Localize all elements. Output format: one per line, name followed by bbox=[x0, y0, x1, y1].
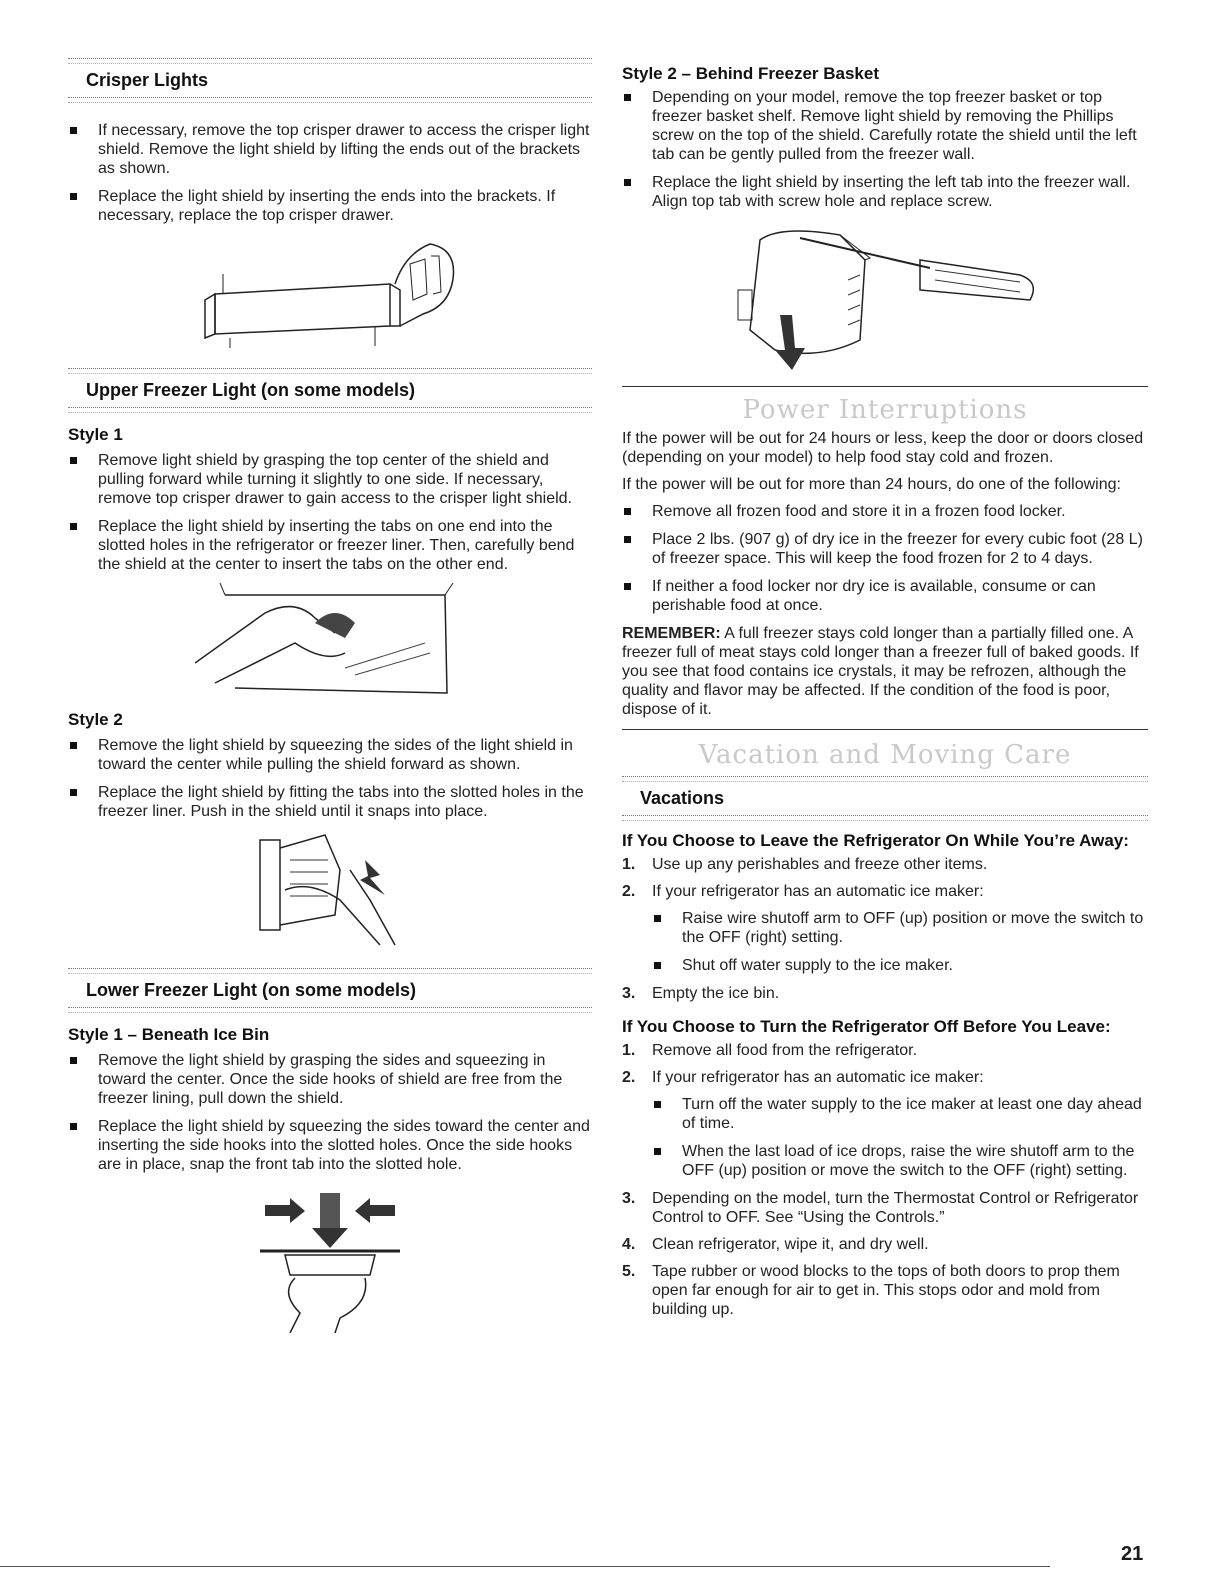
power-bullets bbox=[622, 502, 1148, 615]
list-item: Place 2 lbs. (907 g) of dry ice in the freezer for every cubic foot (28 L) of freezer space. This will keep the food frozen for 2 to 4 days. bbox=[622, 530, 1148, 568]
upper-style2-bullets bbox=[68, 736, 592, 821]
step-item bbox=[622, 882, 1148, 975]
basket-bullets bbox=[622, 88, 1148, 211]
section-rule bbox=[622, 729, 1148, 730]
remember-paragraph bbox=[622, 624, 1148, 719]
dotted-rule bbox=[68, 97, 592, 103]
subheading: If You Choose to Turn the Refrigerator Off Before You Leave: bbox=[622, 1017, 1111, 1036]
paragraph: If the power will be out for more than 24 hours, do one of the following: bbox=[622, 476, 1121, 493]
list-item: Remove all frozen food and store it in a frozen food locker. bbox=[622, 502, 1148, 521]
step-number: 3. bbox=[622, 985, 636, 1002]
step-text: Tape rubber or wood blocks to the tops of both doors to prop them open far enough for air to get in. This stops odor and mold from building up. bbox=[652, 1263, 1120, 1318]
list-item: If necessary, remove the top crisper drawer to access the crisper light shield. Remove the light shield by lifting the ends out of the brackets as shown. bbox=[68, 121, 592, 178]
list-item: Replace the light shield by inserting the tabs on one end into the slotted holes in the refrigerator or freezer liner. Then, carefully bend the shield at the center to insert the tabs on the other end. bbox=[68, 517, 592, 574]
remember-label: REMEMBER: bbox=[622, 625, 721, 642]
list-item: Replace the light shield by inserting the left tab into the freezer wall. Align top tab with screw hole and replace screw. bbox=[622, 173, 1148, 211]
list-item: Replace the light shield by inserting the ends into the brackets. If necessary, replace the top crisper drawer. bbox=[68, 187, 592, 225]
turn-off-steps bbox=[622, 1041, 1148, 1319]
step-number: 4. bbox=[622, 1236, 636, 1253]
step-text: Use up any perishables and freeze other items. bbox=[652, 856, 988, 873]
list-item: Turn off the water supply to the ice maker at least one day ahead of time. bbox=[652, 1095, 1148, 1133]
step-number: 2. bbox=[622, 883, 636, 900]
crisper-shield-illustration bbox=[195, 234, 465, 354]
step-text: Empty the ice bin. bbox=[652, 985, 780, 1002]
section-heading: Crisper Lights bbox=[86, 70, 209, 90]
subheading: If You Choose to Leave the Refrigerator On While You’re Away: bbox=[622, 831, 1129, 850]
list-item: If neither a food locker nor dry ice is available, consume or can perishable food at once. bbox=[622, 577, 1148, 615]
lower-freezer-section bbox=[68, 968, 592, 1013]
right-column bbox=[622, 58, 1148, 1327]
step-number: 1. bbox=[622, 1042, 636, 1059]
step-number: 2. bbox=[622, 1069, 636, 1086]
page-number: 21 bbox=[1121, 1543, 1144, 1565]
list-item: Raise wire shutoff arm to OFF (up) position or move the switch to the OFF (right) setting. bbox=[652, 909, 1148, 947]
vacations-section bbox=[622, 776, 1148, 821]
dotted-rule bbox=[68, 1007, 592, 1013]
step-item bbox=[622, 1041, 1148, 1060]
section-heading: Upper Freezer Light (on some models) bbox=[86, 380, 416, 400]
step-text: If your refrigerator has an automatic ice maker: bbox=[652, 1069, 984, 1086]
list-item: Remove the light shield by squeezing the sides of the light shield in toward the center while pulling the shield forward as shown. bbox=[68, 736, 592, 774]
list-item: Remove light shield by grasping the top center of the shield and pulling forward while turning it slightly to one side. If necessary, remove top crisper drawer to gain access to the crisper light shield. bbox=[68, 451, 592, 508]
step-text: If your refrigerator has an automatic ice maker: bbox=[652, 883, 984, 900]
crisper-bullets bbox=[68, 121, 592, 225]
step-item bbox=[622, 1235, 1148, 1254]
list-item: When the last load of ice drops, raise the wire shutoff arm to the OFF (up) position or move the switch to the OFF (right) setting. bbox=[652, 1142, 1148, 1180]
lower-style1-bullets bbox=[68, 1051, 592, 1174]
crisper-lights-section bbox=[68, 58, 592, 103]
section-heading: Vacations bbox=[640, 788, 725, 808]
upper-shield-illustration bbox=[195, 583, 465, 698]
remember-text: A full freezer stays cold longer than a partially filled one. A freezer full of meat stays cold longer than a freezer full of baked goods. If you see that food contains ice crystals, it may be refrozen, although the quality and flavor may be affected. If the condition of the food is poor, dispose of it. bbox=[622, 625, 1139, 718]
step-item bbox=[622, 984, 1148, 1003]
list-item: Replace the light shield by fitting the tabs into the slotted holes in the freezer liner. Push in the shield until it snaps into place. bbox=[68, 783, 592, 821]
style-heading: Style 1 bbox=[68, 425, 123, 444]
step-number: 3. bbox=[622, 1190, 636, 1207]
upper-style1-bullets bbox=[68, 451, 592, 574]
step-number: 1. bbox=[622, 856, 636, 873]
paragraph: If the power will be out for 24 hours or less, keep the door or doors closed (depending on your model) to help food stay cold and frozen. bbox=[622, 430, 1144, 466]
style-heading: Style 2 – Behind Freezer Basket bbox=[622, 64, 880, 83]
section-heading: Lower Freezer Light (on some models) bbox=[86, 980, 417, 1000]
step-item bbox=[622, 1262, 1148, 1319]
dotted-rule bbox=[68, 407, 592, 413]
style-heading: Style 1 – Beneath Ice Bin bbox=[68, 1025, 270, 1044]
list-item: Depending on your model, remove the top freezer basket or top freezer basket shelf. Remove light shield by removing the Phillips screw on the top of the shield. Carefully rotate the shield until the left tab can be gently pulled from the freezer wall. bbox=[622, 88, 1148, 164]
step-text: Depending on the model, turn the Thermostat Control or Refrigerator Control to OFF. See “Using the Controls.” bbox=[652, 1190, 1139, 1226]
section-title: Power Interruptions bbox=[742, 395, 1028, 425]
ice-bin-shield-illustration bbox=[250, 1183, 410, 1333]
step-item bbox=[622, 1068, 1148, 1180]
step-item bbox=[622, 1189, 1148, 1227]
section-rule bbox=[622, 386, 1148, 387]
style-heading: Style 2 bbox=[68, 710, 123, 729]
section-title: Vacation and Moving Care bbox=[698, 740, 1072, 770]
upper-freezer-section bbox=[68, 368, 592, 413]
step-item bbox=[622, 855, 1148, 874]
list-item: Replace the light shield by squeezing the sides toward the center and inserting the side hooks into the slotted holes. Once the side hooks are in place, snap the front tab into the slotted hole. bbox=[68, 1117, 592, 1174]
list-item: Remove the light shield by grasping the sides and squeezing in toward the center. Once the side hooks of shield are free from the freezer lining, pull down the shield. bbox=[68, 1051, 592, 1108]
step-number: 5. bbox=[622, 1263, 636, 1280]
sub-bullets bbox=[652, 1095, 1148, 1180]
leave-on-steps bbox=[622, 855, 1148, 1003]
left-column bbox=[68, 58, 592, 1333]
bottom-rule bbox=[0, 1566, 1050, 1567]
dotted-rule bbox=[622, 815, 1148, 821]
step-text: Remove all food from the refrigerator. bbox=[652, 1042, 918, 1059]
screwdriver-shield-illustration bbox=[720, 220, 1050, 380]
list-item: Shut off water supply to the ice maker. bbox=[652, 956, 1148, 975]
sub-bullets bbox=[652, 909, 1148, 975]
step-text: Clean refrigerator, wipe it, and dry well. bbox=[652, 1236, 929, 1253]
style2-shield-illustration bbox=[240, 830, 420, 950]
